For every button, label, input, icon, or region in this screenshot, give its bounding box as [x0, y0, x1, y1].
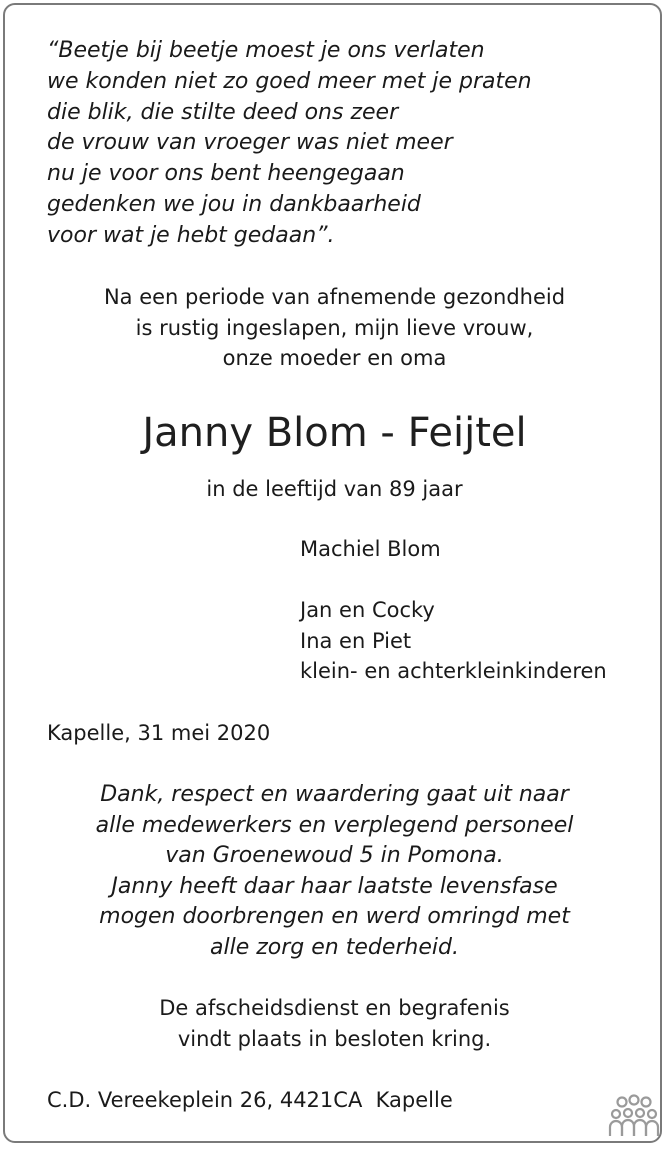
- intro-text: [0, 282, 669, 374]
- family-group-icon: [608, 1094, 660, 1138]
- address: C.D. Vereekeplein 26, 4421CA Kapelle: [47, 1088, 453, 1112]
- ceremony-line: De afscheidsdienst en begrafenis: [159, 996, 510, 1020]
- poem-line: die blik, die stilte deed ons zeer: [47, 99, 399, 125]
- deceased-name: Janny Blom - Feijtel: [142, 410, 527, 456]
- thanks-line: van Groenewoud 5 in Pomona.: [165, 843, 504, 868]
- thanks-line: Janny heeft daar haar laatste levensfase: [111, 873, 558, 899]
- family-member: Ina en Piet: [300, 628, 412, 653]
- ceremony-text: [0, 993, 669, 1054]
- place-date: Kapelle, 31 mei 2020: [47, 721, 271, 745]
- intro-line: onze moeder en oma: [222, 346, 447, 370]
- poem: [47, 36, 532, 252]
- family-list: [300, 534, 607, 687]
- thanks-line: alle zorg en tederheid.: [210, 934, 459, 960]
- family-member: Jan en Cocky: [300, 598, 435, 622]
- intro-line: Na een periode van afnemende gezondheid: [103, 285, 566, 309]
- poem-line: “Beetje bij beetje moest je ons verlaten: [47, 38, 485, 63]
- poem-line: nu je voor ons bent heengegaan: [47, 161, 405, 187]
- poem-line: voor wat je hebt gedaan”.: [47, 222, 335, 248]
- poem-line: de vrouw van vroeger was niet meer: [47, 130, 453, 156]
- family-member: klein- en achterkleinkinderen: [300, 659, 607, 683]
- poem-line: we konden niet zo goed meer met je praten: [47, 68, 532, 94]
- age-line: in de leeftijd van 89 jaar: [206, 477, 463, 501]
- thanks-line: alle medewerkers en verplegend personeel: [95, 812, 574, 838]
- family-member: Machiel Blom: [300, 537, 441, 561]
- poem-line: gedenken we jou in dankbaarheid: [47, 191, 421, 217]
- ceremony-line: vindt plaats in besloten kring.: [177, 1026, 492, 1051]
- thanks-line: Dank, respect en waardering gaat uit naar: [100, 782, 569, 807]
- thanks-line: mogen doorbrengen en werd omringd met: [99, 904, 570, 929]
- thanks-text: [0, 780, 669, 963]
- intro-line: is rustig ingeslapen, mijn lieve vrouw,: [135, 315, 534, 340]
